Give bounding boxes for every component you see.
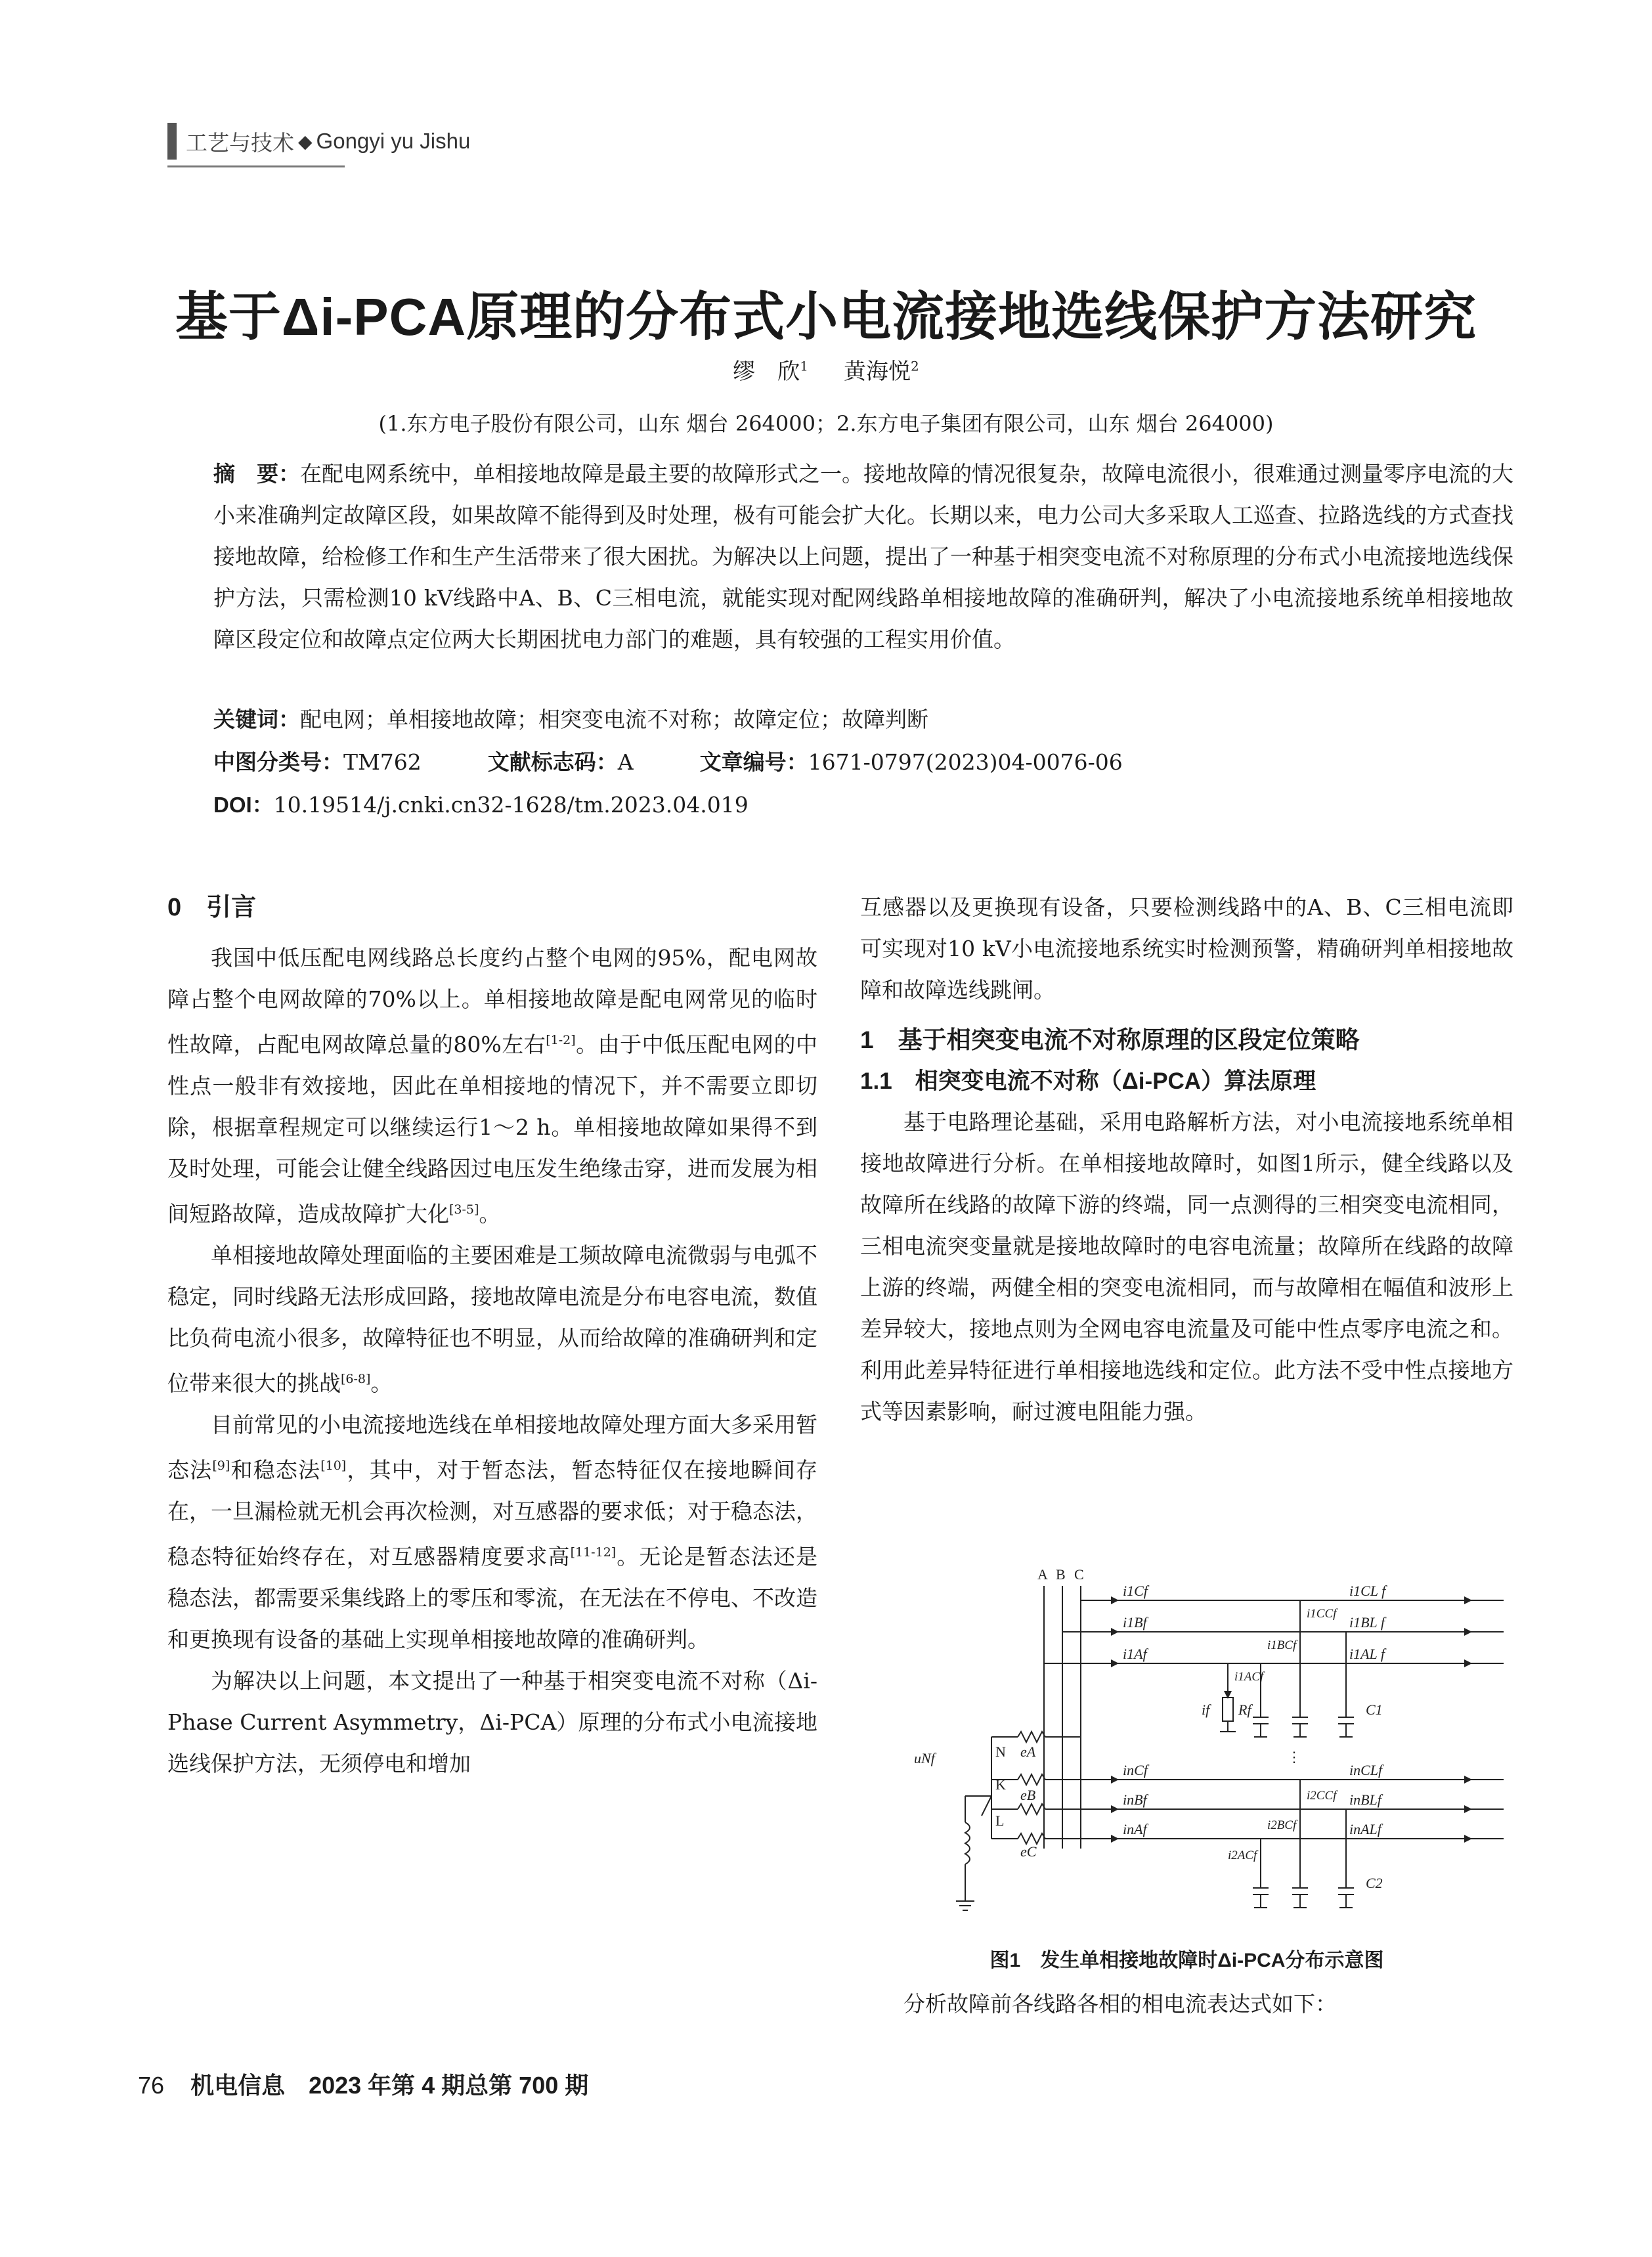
citation-4: [9] — [212, 1458, 230, 1473]
label-i1CLf: i1CL f — [1349, 1583, 1386, 1599]
keywords-label: 关键词： — [213, 707, 300, 732]
p1-text: 我国中低压配电网线路总长度约占整个电网的95%，配电网故障占整个电网故障的70%以上。单相接地故障是配电网常见的临时性故障，占配电网故障总量的80%左右 — [167, 945, 817, 1057]
authors — [0, 353, 1652, 385]
clc-value: TM762 — [343, 749, 422, 775]
column-name-en: Gongyi yu Jishu — [316, 129, 471, 153]
label-if: if — [1202, 1701, 1210, 1718]
label-i1BLf: i1BL f — [1349, 1614, 1385, 1631]
label-inBf: inBf — [1123, 1791, 1147, 1808]
citation-2: [3-5] — [449, 1202, 479, 1217]
diamond-icon: ◆ — [298, 131, 313, 152]
paragraph-3 — [167, 1404, 817, 1660]
keywords — [213, 703, 928, 734]
author-2-sup: 2 — [911, 358, 919, 374]
column-name-zh: 工艺与技术 — [186, 130, 294, 155]
classification-line — [213, 745, 1123, 776]
label-dots: ⋮ — [1287, 1749, 1301, 1765]
section-1-1-heading: 1.1 相突变电流不对称（Δi-PCA）算法原理 — [860, 1068, 1316, 1094]
paragraph-continued: 互感器以及更换现有设备，只要检测线路中的A、B、C三相电流即可实现对10 kV小电流接地系统实时检测预警，精确研判单相接地故障和故障选线跳闸。 — [860, 894, 1513, 1003]
citation-5: [10] — [320, 1458, 347, 1473]
label-Rf: Rf — [1238, 1701, 1251, 1718]
label-inBLf: inBLf — [1349, 1791, 1381, 1808]
abstract — [167, 453, 1513, 660]
right-column — [860, 887, 1513, 1432]
figure-1-circuit-diagram — [860, 1560, 1517, 1927]
label-eA: eA — [1020, 1743, 1036, 1760]
label-C: C — [1074, 1566, 1084, 1583]
doi-label: DOI： — [213, 793, 274, 817]
doc-code-label: 文献标志码： — [487, 750, 618, 774]
paragraph-5: 基于电路理论基础，采用电路解析方法，对小电流接地系统单相接地故障进行分析。在单相接地故障时，如图1所示，健全线路以及故障所在线路的故障下游的终端，同一点测得的三相突变电流相同，三相电流突变量就是接地故障时的电容电流量；故障所在线路的故障上游的终端，两健全相的突变电流相同，而与故障相在幅值和波形上差异较大，接地点则为全网电容电流量及可能中性点零序电流之和。利用此差异特征进行单相接地选线和定位。此方法不受中性点接地方式等因素影响，耐过渡电阻能力强。 — [860, 1109, 1513, 1424]
label-A: A — [1037, 1566, 1048, 1583]
label-i1Af: i1Af — [1123, 1646, 1147, 1662]
page-footer — [138, 2067, 588, 2101]
paragraph-2 — [167, 1235, 817, 1404]
header-rule — [167, 165, 345, 167]
label-N: N — [995, 1743, 1006, 1760]
article-no-label: 文章编号： — [699, 750, 808, 774]
author-1-sup: 1 — [800, 358, 808, 374]
label-C1: C1 — [1366, 1701, 1383, 1718]
label-inCf: inCf — [1123, 1762, 1148, 1778]
p3d-text: 。无论是暂态法还是稳态法，都需要采集线路上的零压和零流，在无法在不停电、不改造和更换现有设备的基础上实现单相接地故障的准确研判。 — [167, 1544, 818, 1652]
label-i2CCf: i2CCf — [1307, 1789, 1337, 1803]
doi-line — [213, 788, 749, 819]
header-bar — [167, 123, 177, 160]
label-inCLf: inCLf — [1349, 1762, 1383, 1778]
section-1-heading: 1 基于相突变电流不对称原理的区段定位策略 — [860, 1026, 1360, 1053]
citation-1: [1-2] — [546, 1033, 576, 1047]
abstract-text: 在配电网系统中，单相接地故障是最主要的故障形式之一。接地故障的情况很复杂，故障电流很小，很难通过测量零序电流的大小来准确判定故障区段，如果故障不能得到及时处理，极有可能会扩大化。长期以来，电力公司大多采取人工巡查、拉路选线的方式查找接地故障，给检修工作和生产生活带来了很大困扰。为解决以上问题，提出了一种基于相突变电流不对称原理的分布式小电流接地选线保护方法，只需检测10 kV线路中A、B、C三相电流，就能实现对配网线路单相接地故障的准确研判，解决了小电流接地系统单相接地故障区段定位和故障点定位两大长期困扰电力部门的难题，具有较强的工程实用价值。 — [213, 461, 1513, 652]
page-number: 76 — [138, 2072, 165, 2099]
p2b-text: 。 — [370, 1370, 393, 1396]
article-no-value: 1671-0797(2023)04-0076-06 — [808, 749, 1123, 775]
paragraph-1 — [167, 937, 817, 1235]
abstract-label: 摘 要： — [213, 462, 300, 486]
label-i1ALf: i1AL f — [1349, 1646, 1385, 1662]
label-L: L — [995, 1812, 1005, 1829]
label-B: B — [1056, 1566, 1066, 1583]
left-column — [167, 887, 817, 1784]
p3b-text: 和稳态法 — [230, 1457, 321, 1483]
doc-code-value: A — [617, 749, 634, 775]
author-2: 黄海悦 — [844, 359, 911, 385]
p3c-text: ，其中，对于暂态法，暂态特征仅在接地瞬间存在，一旦漏检就无机会再次检测，对互感器的要求低；对于稳态法，稳态特征始终存在，对互感器精度要求高 — [167, 1457, 818, 1569]
label-K: K — [995, 1776, 1006, 1793]
p1b-text: 。由于中低压配电网的中性点一般非有效接地，因此在单相接地的情况下，并不需要立即切除，根据章程规定可以继续运行1～2 h。单相接地故障如果得不到及时处理，可能会让健全线路因过电压发生绝缘击穿，进而发展为相间短路故障，造成故障扩大化 — [167, 1032, 817, 1227]
label-i1ACf: i1ACf — [1234, 1670, 1264, 1684]
p2-text: 单相接地故障处理面临的主要困难是工频故障电流微弱与电弧不稳定，同时线路无法形成回路，接地故障电流是分布电容电流，数值比负荷电流小很多，故障特征也不明显，从而给故障的准确研判和定位带来很大的挑战 — [167, 1242, 817, 1396]
label-inAf: inAf — [1123, 1821, 1147, 1837]
label-i1Bf: i1Bf — [1123, 1614, 1147, 1631]
section-0-heading: 0 引言 — [167, 894, 257, 921]
citation-6: [11-12] — [570, 1545, 617, 1560]
label-eC: eC — [1020, 1843, 1037, 1860]
affiliation: (1.东方电子股份有限公司，山东 烟台 264000；2.东方电子集团有限公司，山东 烟台 264000) — [378, 411, 1274, 436]
doi-value: 10.19514/j.cnki.cn32-1628/tm.2023.04.019 — [273, 792, 749, 818]
label-i2BCf: i2BCf — [1267, 1818, 1297, 1832]
journal-column-header — [167, 121, 470, 161]
label-i1CCf: i1CCf — [1307, 1607, 1337, 1621]
author-1: 缪 欣 — [733, 359, 800, 385]
paragraph-6: 分析故障前各线路各相的相电流表达式如下： — [903, 1991, 1337, 2017]
label-i2ACf: i2ACf — [1228, 1849, 1257, 1862]
journal-issue: 机电信息 2023 年第 4 期总第 700 期 — [190, 2072, 589, 2099]
label-uNf: uNf — [914, 1750, 935, 1766]
clc-label: 中图分类号： — [213, 750, 343, 774]
keywords-text: 配电网；单相接地故障；相突变电流不对称；故障定位；故障判断 — [300, 707, 928, 732]
paragraph-4: 为解决以上问题，本文提出了一种基于相突变电流不对称（Δi-Phase Current Asymmetry，Δi-PCA）原理的分布式小电流接地选线保护方法，无须停电和增加 — [167, 1668, 817, 1776]
p1c-text: 。 — [479, 1201, 501, 1227]
label-i1BCf: i1BCf — [1267, 1638, 1297, 1652]
label-eB: eB — [1020, 1787, 1036, 1803]
label-i1Cf: i1Cf — [1123, 1583, 1148, 1599]
citation-3: [6-8] — [341, 1372, 371, 1386]
p3a-text: 目前常见的小电流接地选线在单相接地故障处理方面大多采用暂态法 — [167, 1412, 817, 1483]
label-inALf: inALf — [1349, 1821, 1381, 1837]
paper-title: 基于Δi-PCA原理的分布式小电流接地选线保护方法研究 — [175, 288, 1477, 346]
label-C2: C2 — [1366, 1875, 1383, 1891]
figure-1-caption: 图1 发生单相接地故障时Δi-PCA分布示意图 — [989, 1950, 1384, 1971]
